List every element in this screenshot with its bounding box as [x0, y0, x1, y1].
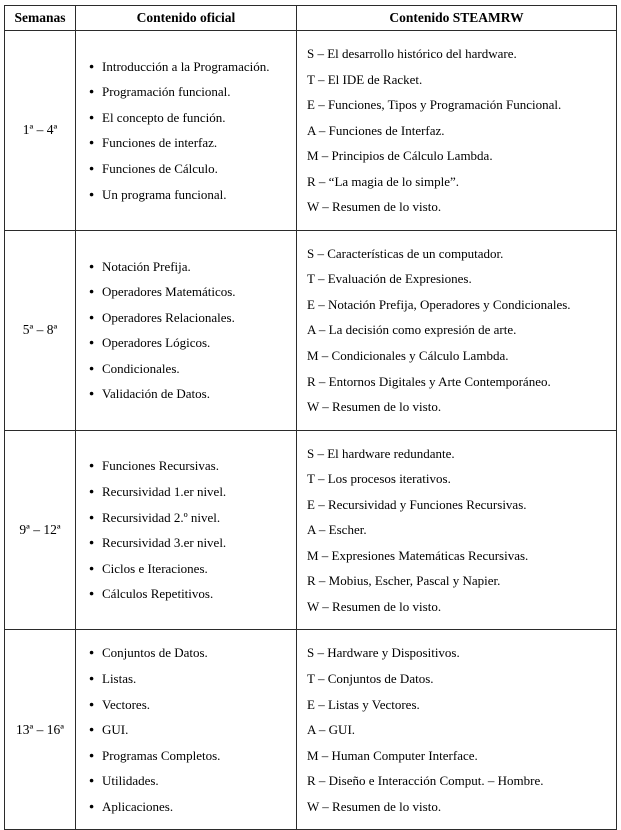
official-topic — [89, 283, 290, 301]
steamrw-line: A – GUI. — [307, 722, 356, 738]
bullet-icon: ● — [89, 537, 95, 548]
official-topic-text: Programas Completos. — [102, 747, 221, 763]
official-topic — [89, 160, 290, 178]
official-topic-text: Condicionales. — [102, 360, 180, 376]
official-topic-list — [89, 58, 290, 203]
weeks-cell: 1ª – 4ª — [5, 31, 76, 231]
official-topic-text: Operadores Relacionales. — [102, 309, 235, 325]
bullet-icon: ● — [89, 60, 95, 71]
table-row-weeks-13-16 — [5, 630, 617, 830]
table-row-weeks-5-8 — [5, 230, 617, 430]
weeks-cell: 9ª – 12ª — [5, 430, 76, 630]
steamrw-line: A – La decisión como expresión de arte. — [307, 322, 517, 338]
steamrw-line: M – Human Computer Interface. — [307, 747, 478, 763]
bullet-icon: ● — [89, 647, 95, 658]
steamrw-line: E – Recursividad y Funciones Recursivas. — [307, 496, 527, 512]
official-topic — [89, 747, 290, 765]
official-content-cell — [76, 230, 297, 430]
official-topic — [89, 334, 290, 352]
official-topic — [89, 721, 290, 739]
official-topic-text: Cálculos Repetitivos. — [102, 586, 214, 602]
official-topic — [89, 509, 290, 527]
official-topic-text: Introducción a la Programación. — [102, 58, 270, 74]
steamrw-line-list — [307, 644, 610, 815]
bullet-icon: ● — [89, 162, 95, 173]
steamrw-line: T – Conjuntos de Datos. — [307, 671, 434, 687]
official-topic-text: Funciones Recursivas. — [102, 458, 219, 474]
steamrw-line-list — [307, 445, 610, 616]
official-topic-text: Programación funcional. — [102, 84, 231, 100]
bullet-icon: ● — [89, 673, 95, 684]
official-topic — [89, 134, 290, 152]
official-content-cell — [76, 430, 297, 630]
table-row-weeks-9-12 — [5, 430, 617, 630]
steamrw-line: R – Entornos Digitales y Arte Contemporáneo. — [307, 373, 551, 389]
bullet-icon: ● — [89, 749, 95, 760]
bullet-icon: ● — [89, 511, 95, 522]
official-topic — [89, 798, 290, 816]
steamrw-line-list — [307, 245, 610, 416]
bullet-icon: ● — [89, 775, 95, 786]
official-topic-text: El concepto de función. — [102, 109, 226, 125]
steamrw-line: R – Diseño e Interacción Comput. – Hombre. — [307, 773, 544, 789]
official-topic-text: Funciones de interfaz. — [102, 135, 218, 151]
official-topic-text: Operadores Matemáticos. — [102, 284, 236, 300]
official-topic-text: Conjuntos de Datos. — [102, 645, 208, 661]
steamrw-line-list — [307, 45, 610, 216]
steamrw-line: A – Escher. — [307, 522, 367, 538]
bullet-icon: ● — [89, 260, 95, 271]
header-row — [5, 6, 617, 31]
official-topic-text: Vectores. — [102, 696, 151, 712]
official-topic-text: Funciones de Cálculo. — [102, 160, 218, 176]
steamrw-line: T – Evaluación de Expresiones. — [307, 271, 472, 287]
official-content-cell — [76, 31, 297, 231]
official-topic — [89, 109, 290, 127]
official-topic — [89, 457, 290, 475]
official-topic-text: GUI. — [102, 722, 129, 738]
official-content-cell — [76, 630, 297, 830]
steamrw-content-cell — [297, 430, 617, 630]
official-topic — [89, 58, 290, 76]
official-topic — [89, 360, 290, 378]
official-topic — [89, 258, 290, 276]
bullet-icon: ● — [89, 137, 95, 148]
bullet-icon: ● — [89, 800, 95, 811]
official-topic-text: Recursividad 1.er nivel. — [102, 483, 227, 499]
steamrw-line: W – Resumen de lo visto. — [307, 399, 442, 415]
bullet-icon: ● — [89, 111, 95, 122]
weeks-cell: 13ª – 16ª — [5, 630, 76, 830]
steamrw-content-cell — [297, 31, 617, 231]
official-topic — [89, 309, 290, 327]
steamrw-line: M – Expresiones Matemáticas Recursivas. — [307, 547, 529, 563]
official-topic-text: Listas. — [102, 671, 137, 687]
bullet-icon: ● — [89, 485, 95, 496]
bullet-icon: ● — [89, 286, 95, 297]
official-topic — [89, 83, 290, 101]
official-topic — [89, 585, 290, 603]
steamrw-line: S – Características de un computador. — [307, 245, 504, 261]
official-topic — [89, 772, 290, 790]
bullet-icon: ● — [89, 388, 95, 399]
steamrw-line: W – Resumen de lo visto. — [307, 598, 442, 614]
official-topic — [89, 560, 290, 578]
steamrw-line: A – Funciones de Interfaz. — [307, 122, 445, 138]
official-topic-text: Aplicaciones. — [102, 798, 174, 814]
bullet-icon: ● — [89, 562, 95, 573]
official-topic-text: Recursividad 3.er nivel. — [102, 535, 227, 551]
official-topic — [89, 186, 290, 204]
official-topic — [89, 670, 290, 688]
steamrw-line: E – Funciones, Tipos y Programación Funcional. — [307, 97, 562, 113]
official-topic-text: Un programa funcional. — [102, 186, 227, 202]
official-topic-text: Notación Prefija. — [102, 258, 191, 274]
weeks-cell: 5ª – 8ª — [5, 230, 76, 430]
official-topic-text: Operadores Lógicos. — [102, 335, 211, 351]
steamrw-line: S – El desarrollo histórico del hardware. — [307, 46, 517, 61]
official-topic — [89, 483, 290, 501]
bullet-icon: ● — [89, 311, 95, 322]
official-topic-list — [89, 457, 290, 602]
column-header-semanas: Semanas — [5, 6, 76, 31]
steamrw-line: R – Mobius, Escher, Pascal y Napier. — [307, 573, 501, 589]
bullet-icon: ● — [89, 362, 95, 373]
steamrw-line: M – Condicionales y Cálculo Lambda. — [307, 348, 509, 364]
steamrw-content-cell — [297, 230, 617, 430]
column-header-contenido-oficial: Contenido oficial — [76, 6, 297, 31]
steamrw-line: M – Principios de Cálculo Lambda. — [307, 148, 493, 164]
steamrw-line: T – El IDE de Racket. — [307, 71, 423, 87]
bullet-icon: ● — [89, 460, 95, 471]
bullet-icon: ● — [89, 86, 95, 97]
official-topic-text: Ciclos e Iteraciones. — [102, 560, 208, 576]
steamrw-line: E – Listas y Vectores. — [307, 696, 420, 712]
steamrw-line: R – “La magia de lo simple”. — [307, 173, 459, 189]
steamrw-line: W – Resumen de lo visto. — [307, 199, 442, 215]
course-schedule-table — [4, 5, 617, 830]
official-topic-text: Utilidades. — [102, 773, 159, 789]
official-topic — [89, 644, 290, 662]
official-topic-list — [89, 258, 290, 403]
bullet-icon: ● — [89, 188, 95, 199]
official-topic — [89, 385, 290, 403]
bullet-icon: ● — [89, 724, 95, 735]
steamrw-line: S – El hardware redundante. — [307, 445, 455, 461]
official-topic — [89, 696, 290, 714]
table-row-weeks-1-4 — [5, 31, 617, 231]
steamrw-line: W – Resumen de lo visto. — [307, 798, 442, 814]
bullet-icon: ● — [89, 698, 95, 709]
official-topic-list — [89, 644, 290, 815]
official-topic-text: Recursividad 2.º nivel. — [102, 509, 221, 525]
steamrw-content-cell — [297, 630, 617, 830]
steamrw-line: T – Los procesos iterativos. — [307, 471, 451, 487]
bullet-icon: ● — [89, 337, 95, 348]
official-topic — [89, 534, 290, 552]
official-topic-text: Validación de Datos. — [102, 386, 210, 402]
bullet-icon: ● — [89, 588, 95, 599]
steamrw-line: S – Hardware y Dispositivos. — [307, 645, 460, 661]
column-header-contenido-steamrw: Contenido STEAMRW — [297, 6, 617, 31]
steamrw-line: E – Notación Prefija, Operadores y Condicionales. — [307, 296, 571, 312]
